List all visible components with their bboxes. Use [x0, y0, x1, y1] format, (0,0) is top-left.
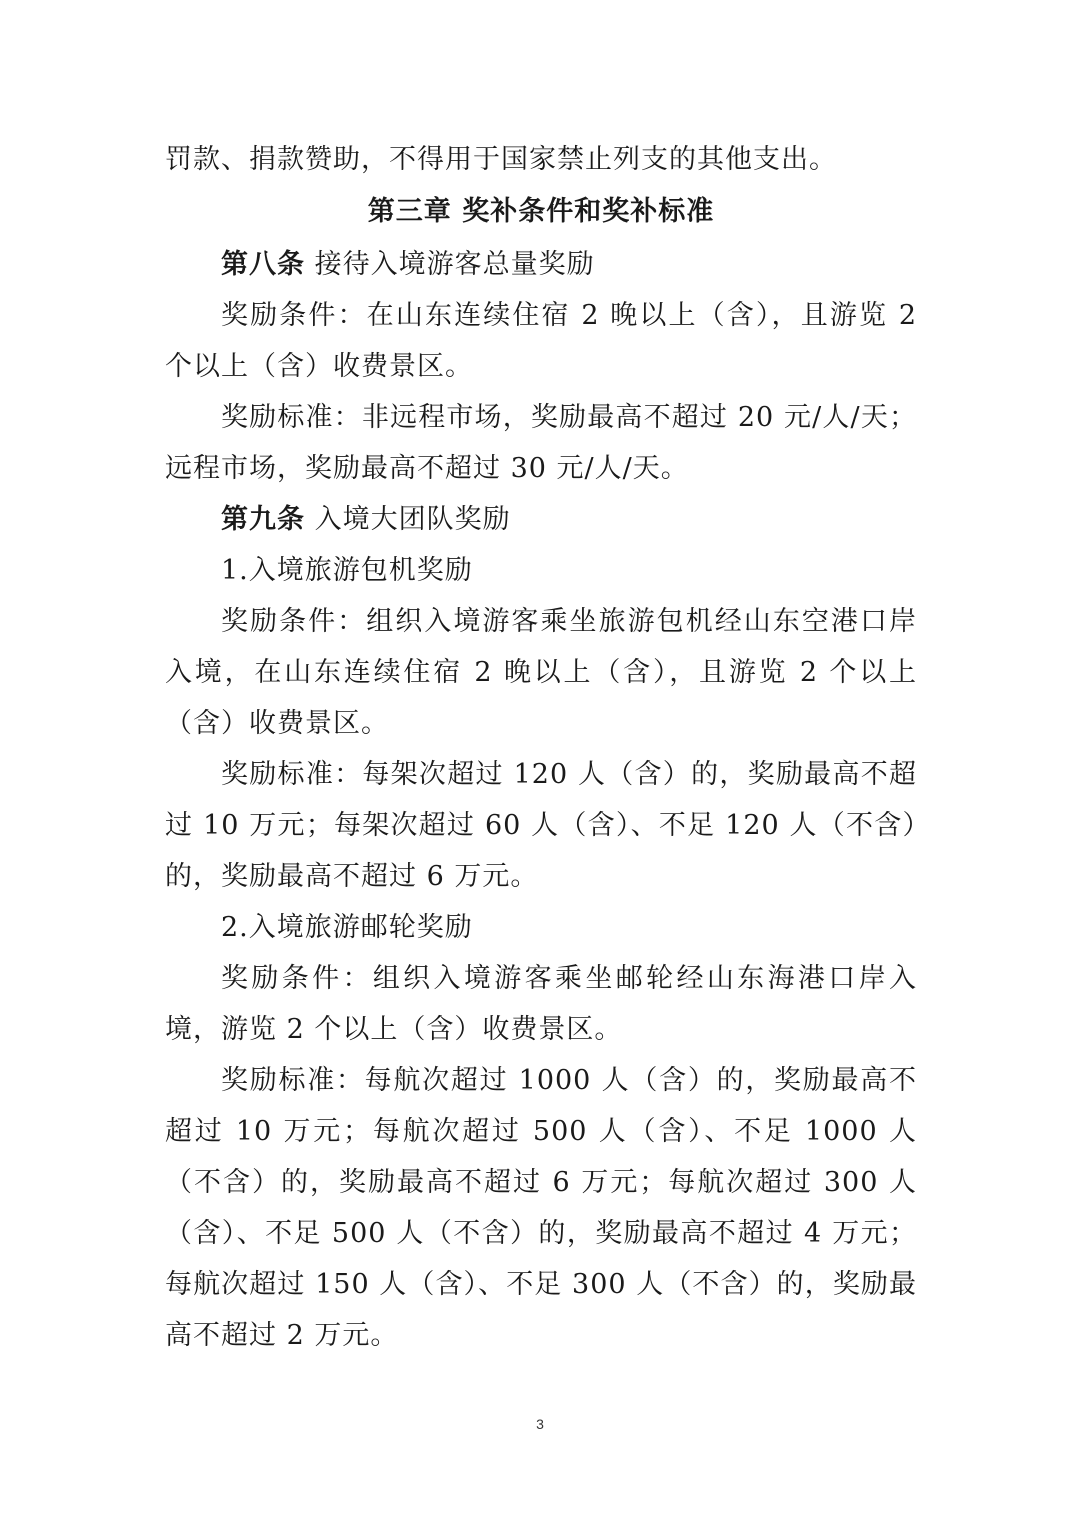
document-body	[165, 134, 917, 1361]
charter-flight-heading: 1.入境旅游包机奖励	[221, 555, 473, 586]
article-9-label: 第九条	[221, 504, 305, 535]
article-9-title: 入境大团队奖励	[314, 504, 511, 535]
chapter-title: 第三章 奖补条件和奖补标准	[367, 196, 715, 227]
page-number: 3	[536, 1416, 544, 1432]
charter-flight-condition: 奖励条件：组织入境游客乘坐旅游包机经山东空港口岸入境，在山东连续住宿 2 晚以上（含），且游览 2 个以上（含）收费景区。	[165, 606, 917, 739]
cruise-heading: 2.入境旅游邮轮奖励	[221, 912, 473, 943]
charter-flight-standard: 奖励标准：每架次超过 120 人（含）的，奖励最高不超过 10 万元；每架次超过 60 人（含）、不足 120 人（不含）的，奖励最高不超过 6 万元。	[165, 759, 917, 892]
article-8-standard: 奖励标准：非远程市场，奖励最高不超过 20 元/人/天；远程市场，奖励最高不超过 30 元/人/天。	[165, 402, 917, 484]
article-8-title: 接待入境游客总量奖励	[314, 249, 595, 280]
article-8-heading	[165, 239, 917, 290]
continuation-paragraph: 罚款、捐款赞助，不得用于国家禁止列支的其他支出。	[165, 144, 837, 175]
cruise-condition: 奖励条件：组织入境游客乘坐邮轮经山东海港口岸入境，游览 2 个以上（含）收费景区。	[165, 963, 917, 1045]
cruise-standard: 奖励标准：每航次超过 1000 人（含）的，奖励最高不超过 10 万元；每航次超过 500 人（含）、不足 1000 人（不含）的，奖励最高不超过 6 万元；每航次超过 300 人（含）、不足 500 人（不含）的，奖励最高不超过 4 万元；每航次超过 150 人（含）、不足 300 人（不含）的，奖励最高不超过 2 万元。	[165, 1065, 917, 1351]
article-8-condition: 奖励条件：在山东连续住宿 2 晚以上（含），且游览 2 个以上（含）收费景区。	[165, 300, 917, 382]
article-9-heading	[165, 494, 917, 545]
article-8-label: 第八条	[221, 249, 305, 280]
